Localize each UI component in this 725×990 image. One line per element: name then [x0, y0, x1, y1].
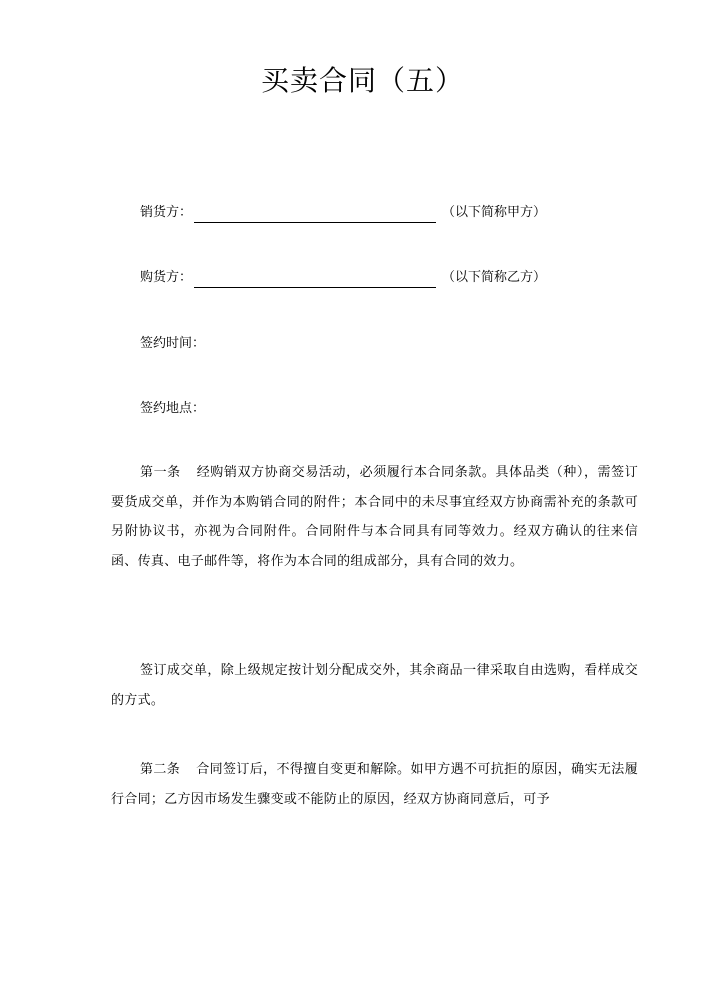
seller-label: 销货方： — [140, 205, 193, 220]
document-title: 买卖合同（五） — [260, 64, 464, 97]
buyer-suffix: （以下简称乙方） — [442, 270, 547, 285]
sign-time-field — [140, 334, 205, 354]
article-1-label: 第一条 — [140, 465, 181, 480]
buyer-label: 购货方： — [140, 270, 193, 285]
seller-blank-line — [194, 207, 436, 223]
buyer-blank-line — [194, 272, 436, 288]
seller-field — [140, 203, 546, 223]
sign-place-field — [140, 399, 205, 419]
article-2-paragraph — [111, 755, 638, 814]
article-2-text: 合同签订后，不得擅自变更和解除。如甲方遇不可抗拒的原因，确实无法履行合同；乙方因市场发生骤变或不能防止的原因，经双方协商同意后，可予 — [111, 762, 639, 807]
buyer-field — [140, 268, 546, 288]
article-1-paragraph — [111, 458, 638, 576]
paragraph-2-text: 签订成交单，除上级规定按计划分配成交外，其余商品一律采取自由选购，看样成交的方式。 — [111, 663, 638, 708]
sign-place-label: 签约地点： — [140, 401, 206, 416]
paragraph-2 — [111, 656, 638, 715]
seller-suffix: （以下简称甲方） — [442, 205, 547, 220]
article-1-text: 经购销双方协商交易活动，必须履行本合同条款。具体品类（种），需签订要货成交单，并作为本购销合同的附件；本合同中的未尽事宜经双方协商需补充的条款可另附协议书，亦视为合同附件。合同附件与本合同具有同等效力。经双方确认的往来信函、传真、电子邮件等，将作为本合同的组成部分，具有合同的效力。 — [111, 465, 638, 569]
article-2-label: 第二条 — [140, 762, 181, 777]
sign-time-label: 签约时间： — [140, 336, 206, 351]
